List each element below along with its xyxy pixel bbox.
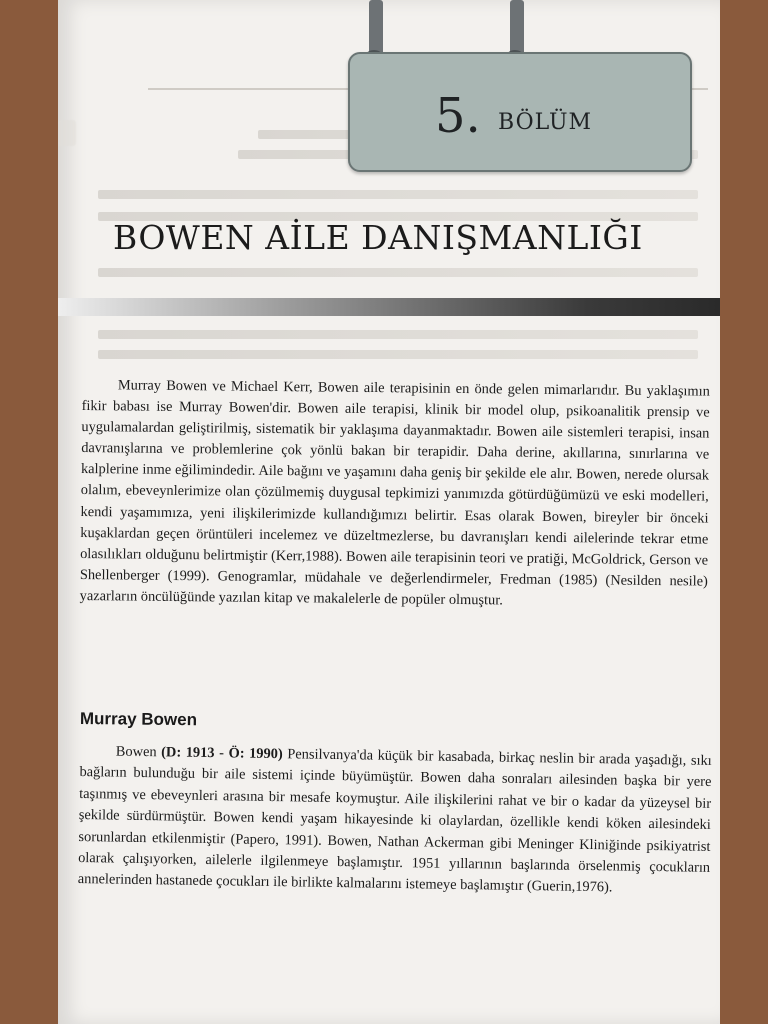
bleed-through-line <box>98 350 698 359</box>
paragraph <box>78 741 712 901</box>
bleed-through-line <box>98 190 698 199</box>
section-heading: Murray Bowen <box>79 709 198 730</box>
title-divider-bar <box>58 298 720 316</box>
paragraph-lead: Bowen <box>115 743 162 761</box>
bleed-through-mark <box>58 120 76 146</box>
book-page <box>58 0 720 1024</box>
intro-text <box>80 375 710 614</box>
chapter-number: 5. <box>435 88 481 144</box>
bleed-through-line <box>98 268 698 277</box>
chapter-title: BOWEN AİLE DANIŞMANLIĞI <box>113 218 643 257</box>
lifespan-dates: (D: 1913 - Ö: 1990) <box>161 744 283 763</box>
paragraph-body: Pensilvanya'da küçük bir kasabada, birkaç neslin bir arada yaşadığı, sıkı bağların bulunduğu bir aile sistemi içinde büyümüştür. Bowen daha sonraları ailesinden başka bir yere taşınmış ve ebeveynleri arasına bir mesafe koymuştur. Aile ilişkilerini rahat ve bir o kadar da yüzeysel bir şekilde sürdürmüştür. Bowen kendi yaşam hikayesinde ki olaylardan, özellikle kendi köken ailesindeki sorunlardan etkilenmiştir (Papero, 1991). Bowen, Nathan Ackerman gibi Meninger Kliniğinde psikiyatrist olarak çalışıyorken, ailelerle ilgilenmeye başlamıştır. 1951 yıllarının başlarında örselenmiş çocukların annelerinden hastanede çocukları ile birlikte kalmalarını istemeye başlamıştır (Guerin,1976). <box>77 746 712 896</box>
bleed-through-line <box>98 330 698 339</box>
chapter-badge <box>348 52 692 172</box>
biography-text <box>78 741 712 901</box>
chapter-label: BÖLÜM <box>498 110 593 135</box>
paragraph: Murray Bowen ve Michael Kerr, Bowen aile terapisinin en önde gelen mimarlarıdır. Bu yaklaşımın fikir babası ise Murray Bowen'dir. Bowen aile terapisi, klinik bir model olup, psikoanalitik prensip ve uygulamalardan geliştirilmiş, sistematik bir yaklaşıma dayanmaktadır. Bowen aile sistemleri terapisi, insan davranışlarına ve problemlerine çok yönlü bakan bir terapidir. Daha derine, akıllarına, sınırlarına ve kalplerine inme eğilimindedir. Aile bağını ve yaşamını daha geniş bir şekilde ele alır. Bowen, nerede olursak olalım, ebeveynlerimize olan çözülmemiş duygusal tepkimizi yanımızda götürdüğümüzü ve eski modelleri, kendi yaşamımıza, yeni ilişkilerimizde kullandığımızı belirtir. Esas olarak Bowen, bireyler bir önceki kuşaklardan geçen örüntüleri incelemez ve düzeltmezlerse, bu davranışları kendi ailelerinde tekrar etme olasılıkları olduğunu belirtmiştir (Kerr,1988). Bowen aile terapisinin teori ve pratiği, McGoldrick, Gerson ve Shellenberger (1999). Genogramlar, müdahale ve değerlendirmeler, Fredman (1985) (Nesilden nesile) yazarların öncülüğünde yazılan kitap ve makalelerle de popüler olmuştur. <box>79 377 710 609</box>
